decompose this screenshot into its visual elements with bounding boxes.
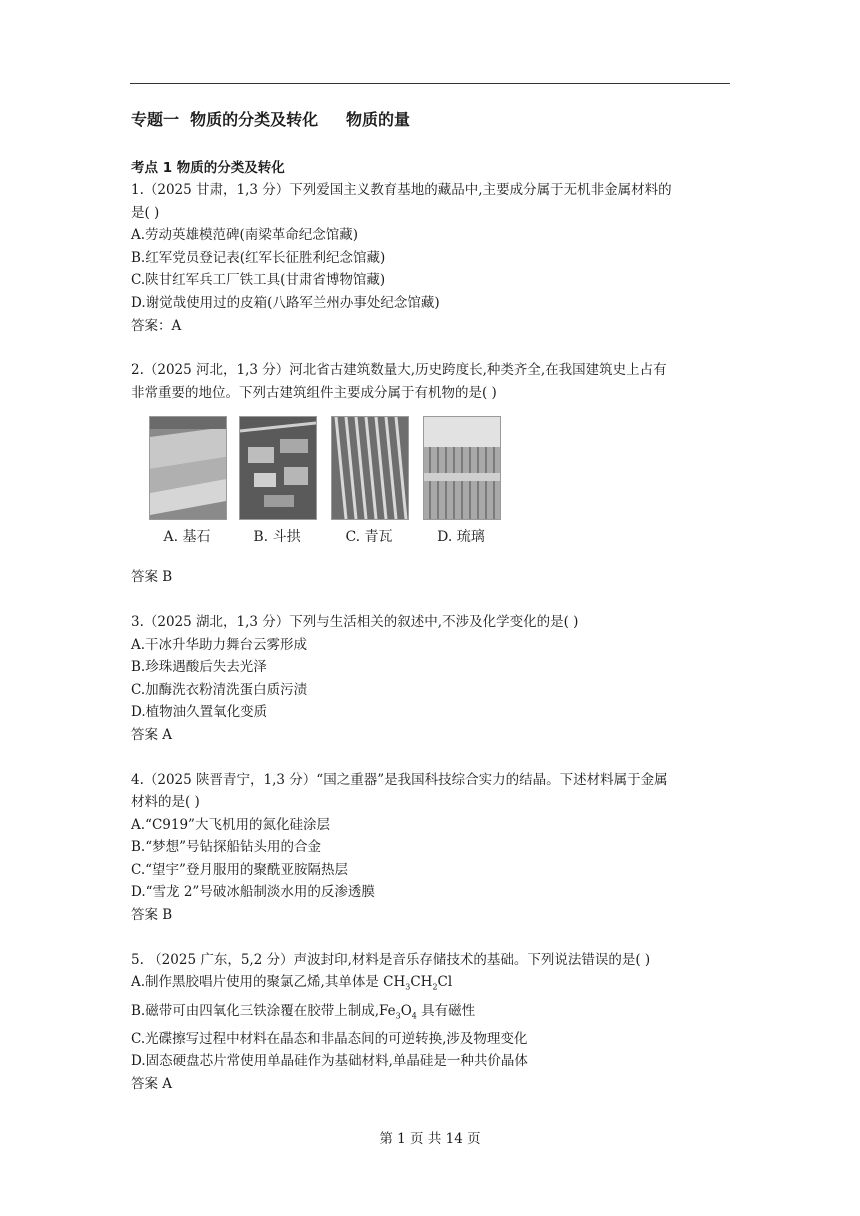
q5-option-d: D.固态硬盘芯片常使用单晶硅作为基础材料,单晶硅是一种共价晶体 [131,1053,528,1070]
glazed-tile-image [423,416,501,520]
subscript: 3 [405,982,411,992]
caption-c: C. 青瓦 [345,529,393,546]
caption-b: B. 斗拱 [253,529,301,546]
foundation-stone-image [149,416,227,520]
q5-a-text: A.制作黑胶唱片使用的聚氯乙烯,其单体是 CH [131,974,406,991]
q5-a-text: Cl [437,974,453,991]
question-5 [131,949,731,1096]
q3-answer: 答案 A [131,726,173,743]
q5-answer: 答案 A [131,1076,173,1092]
q1-option-d: D.谢觉哉使用过的皮箱(八路军兰州办事处纪念馆藏) [131,294,440,311]
bracket-set-image [239,416,317,520]
q4-line: 4.（2025 陕晋青宁，1,3 分）“国之重器”是我国科技综合实力的结晶。下述材料属于金属 [131,771,668,788]
q3-option-a: A.干冰升华助力舞台云雾形成 [131,636,308,653]
q5-option-a [131,971,731,999]
question-4 [131,769,731,927]
q2-answer: 答案 B [131,569,173,586]
header-rule [130,83,730,84]
q3-line: 3.（2025 湖北，1,3 分）下列与生活相关的叙述中,不涉及化学变化的是( ) [131,613,579,630]
q4-answer: 答案 B [131,907,173,924]
q2-line: 非常重要的地位。下列古建筑组件主要成分属于有机物的是( ) [131,384,497,401]
subscript: 2 [432,982,438,992]
q5-option-c: C.光碟擦写过程中材料在晶态和非晶态间的可逆转换,涉及物理变化 [131,1030,528,1047]
q4-option-b: B.“梦想”号钻探船钻头用的合金 [131,839,322,856]
architecture-figure [145,408,505,558]
q4-option-d: D.“雪龙 2”号破冰船制淡水用的反渗透膜 [131,884,375,901]
q1-line: 1.（2025 甘肃，1,3 分）下列爱国主义教育基地的藏品中,主要成分属于无机非金属材料的 [131,182,672,198]
q5-option-b [131,1000,731,1028]
q4-line: 材料的是( ) [131,794,200,811]
q5-b-text: 具有磁性 [416,1002,476,1019]
q3-option-c: C.加酶洗衣粉清洗蛋白质污渍 [131,681,308,698]
subscript: 3 [395,1011,401,1021]
q5-line: 5. （2025 广东，5,2 分）声波封印,材料是音乐存储技术的基础。下列说法错误的是( ) [131,951,651,968]
caption-d: D. 琉璃 [437,529,485,546]
grey-tile-image [331,416,409,520]
page-content [131,108,731,1118]
section-heading: 考点 1 物质的分类及转化 [131,160,285,176]
subscript: 4 [411,1011,417,1021]
q1-line: 是( ) [131,204,160,221]
q3-option-b: B.珍珠遇酸后失去光泽 [131,659,267,676]
q5-a-text: CH [410,974,433,991]
q4-option-a: A.“C919”大飞机用的氮化硅涂层 [131,816,330,833]
q3-option-d: D.植物油久置氧化变质 [131,704,268,721]
q1-option-a: A.劳动英雄模范碑(南梁革命纪念馆藏) [131,227,359,244]
page-title: 专题一 物质的分类及转化 物质的量 [131,110,410,129]
q2-line: 2.（2025 河北，1,3 分）河北省古建筑数量大,历史跨度长,种类齐全,在我国建筑史上占有 [131,362,667,379]
q4-option-c: C.“望宇”登月服用的聚酰亚胺隔热层 [131,861,348,878]
q1-option-c: C.陕甘红军兵工厂铁工具(甘肃省博物馆藏) [131,272,386,289]
q1-option-b: B.红军党员登记表(红军长征胜利纪念馆藏) [131,249,386,266]
page-footer: 第 1 页 共 14 页 [379,1131,481,1147]
question-3 [131,611,731,747]
question-1 [131,179,731,337]
q5-b-text: O [400,1002,412,1019]
caption-a: A. 基石 [163,529,211,546]
q1-answer: 答案：A [131,317,182,334]
q5-b-text: B.磁带可由四氧化三铁涂覆在胶带上制成,Fe [131,1002,396,1019]
question-2 [131,359,731,589]
